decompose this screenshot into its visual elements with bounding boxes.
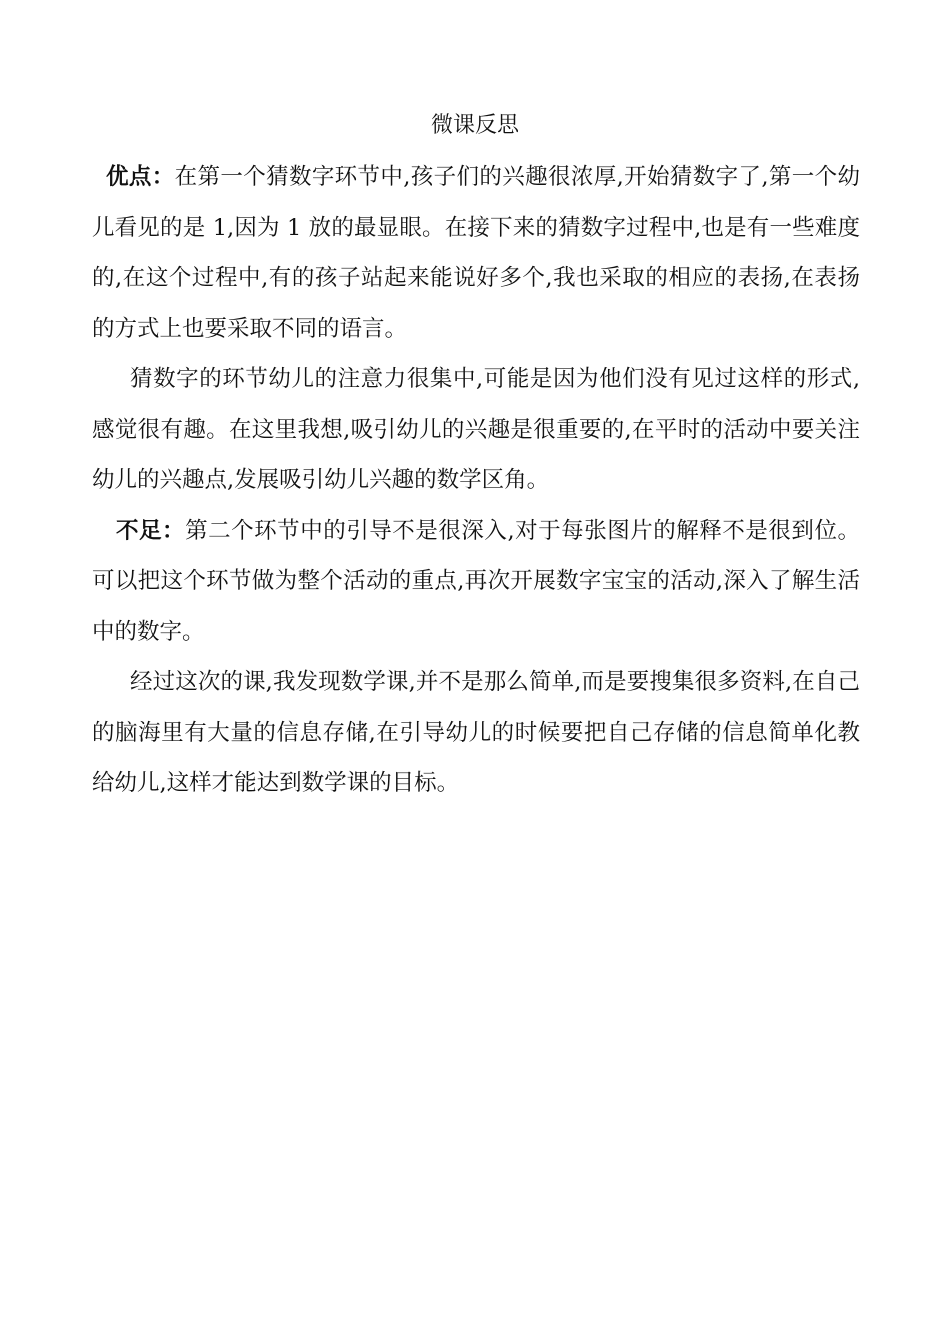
paragraph-conclusion — [92, 657, 860, 809]
document-body — [92, 152, 860, 809]
paragraph-attention — [92, 354, 860, 506]
weaknesses-label: 不足： — [116, 517, 186, 544]
strengths-label: 优点： — [106, 164, 175, 190]
strengths-text: 在第一个猜数字环节中,孩子们的兴趣很浓厚,开始猜数字了,第一个幼儿看见的是 1,因为 1 放的最显眼。在接下来的猜数字过程中,也是有一些难度的,在这个过程中,有的孩子站起来能说好多个,我也采取的相应的表扬,在表扬的方式上也要采取不同的语言。 — [92, 164, 860, 342]
paragraph-weaknesses — [92, 506, 860, 658]
weaknesses-text: 第二个环节中的引导不是很深入,对于每张图片的解释不是很到位。可以把这个环节做为整个活动的重点,再次开展数字宝宝的活动,深入了解生活中的数字。 — [92, 517, 860, 645]
document-title: 微课反思 — [430, 113, 519, 138]
attention-text: 猜数字的环节幼儿的注意力很集中,可能是因为他们没有见过这样的形式,感觉很有趣。在这里我想,吸引幼儿的兴趣是很重要的,在平时的活动中要关注幼儿的兴趣点,发展吸引幼儿兴趣的数学区角。 — [92, 366, 860, 493]
paragraph-strengths — [92, 152, 860, 354]
conclusion-text: 经过这次的课,我发现数学课,并不是那么简单,而是要搜集很多资料,在自己的脑海里有大量的信息存储,在引导幼儿的时候要把自己存储的信息简单化教给幼儿,这样才能达到数学课的目标。 — [92, 669, 860, 796]
